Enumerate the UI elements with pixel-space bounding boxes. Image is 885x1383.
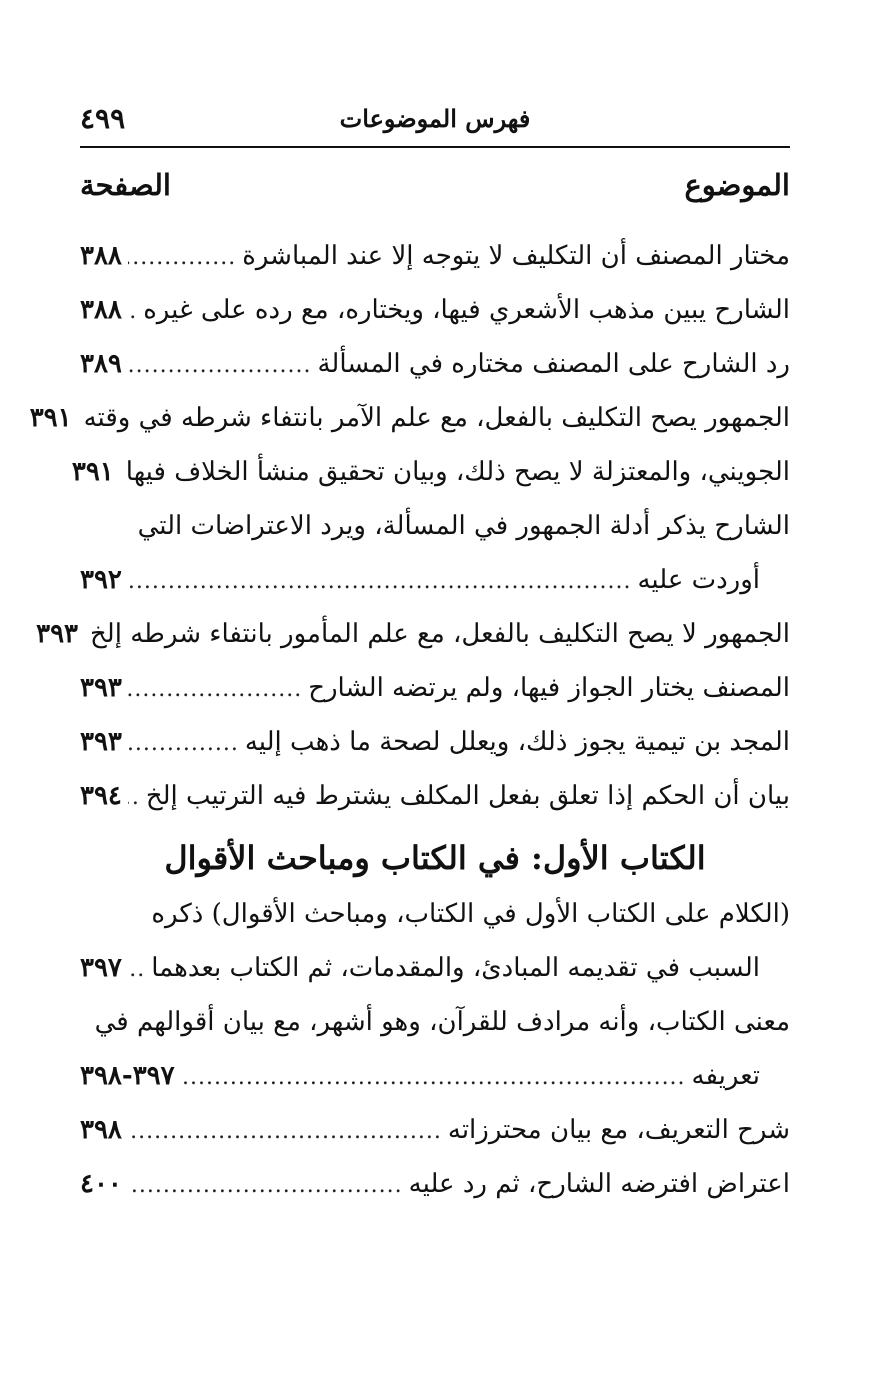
dot-leader xyxy=(128,1106,442,1158)
entry-text: شرح التعريف، مع بيان محترزاته xyxy=(447,1115,790,1145)
entry-text: الشارح يذكر أدلة الجمهور في المسألة، ويرد الاعتراضات التي xyxy=(137,511,790,541)
dot-leader xyxy=(128,1160,403,1212)
toc-entry xyxy=(80,1158,790,1210)
entry-text: الجمهور يصح التكليف بالفعل، مع علم الآمر بانتفاء شرطه في وقته xyxy=(83,403,790,433)
header-rule xyxy=(80,146,790,148)
entry-text: الشارح يبين مذهب الأشعري فيها، ويختاره، مع رده على غيره xyxy=(143,295,790,325)
entry-page: ٣٩٣ xyxy=(80,727,122,757)
toc-entry xyxy=(80,716,790,768)
dot-leader xyxy=(128,944,145,996)
dot-leader xyxy=(128,286,137,338)
entry-page: ٣٩٧-٣٩٨ xyxy=(80,1061,175,1091)
entry-text: معنى الكتاب، وأنه مرادف للقرآن، وهو أشهر، مع بيان أقوالهم في xyxy=(94,1007,790,1037)
toc-entry xyxy=(80,1104,790,1156)
entry-text: السبب في تقديمه المبادئ، والمقدمات، ثم الكتاب بعدهما xyxy=(151,953,760,983)
entry-text: رد الشارح على المصنف مختاره في المسألة xyxy=(317,349,790,379)
toc-entry xyxy=(80,662,790,714)
entry-text: مختار المصنف أن التكليف لا يتوجه إلا عند المباشرة xyxy=(242,241,790,271)
entry-page: ٣٩١ xyxy=(71,457,114,487)
toc-entry xyxy=(36,608,790,660)
entry-page: ٣٨٨ xyxy=(80,295,122,325)
dot-leader xyxy=(181,1052,686,1104)
dot-leader xyxy=(128,664,302,716)
entry-page: ٣٩٨ xyxy=(80,1115,122,1145)
toc-entry xyxy=(80,942,790,994)
entry-text: أوردت عليه xyxy=(637,565,760,595)
toc-entry xyxy=(71,446,790,498)
running-head xyxy=(80,102,790,142)
toc-entry xyxy=(80,888,790,940)
entry-text: المجد بن تيمية يجوز ذلك، ويعلل لصحة ما ذهب إليه xyxy=(244,727,790,757)
dot-leader xyxy=(128,556,632,608)
toc-entry xyxy=(80,500,790,552)
toc-entry xyxy=(80,284,790,336)
entry-text: بيان أن الحكم إذا تعلق بفعل المكلف يشترط فيه الترتيب إلخ xyxy=(145,781,790,811)
topic-column-header: الموضوع xyxy=(684,168,790,202)
page-column-header: الصفحة xyxy=(80,168,171,202)
section-heading: الكتاب الأول: في الكتاب ومباحث الأقوال xyxy=(164,839,706,877)
entry-page: ٣٩٧ xyxy=(80,953,122,983)
toc-entry xyxy=(80,996,790,1048)
running-title: فهرس الموضوعات xyxy=(339,104,531,133)
entry-text: الجمهور لا يصح التكليف بالفعل، مع علم المأمور بانتفاء شرطه إلخ xyxy=(90,619,790,649)
entry-page: ٣٩١ xyxy=(29,403,72,433)
toc-entry xyxy=(29,392,790,444)
entry-page: ٣٨٨ xyxy=(80,241,122,271)
column-headers xyxy=(80,168,790,212)
entry-page: ٣٩٣ xyxy=(36,619,79,649)
toc-entry xyxy=(80,554,790,606)
entry-text: اعتراض افترضه الشارح، ثم رد عليه xyxy=(408,1169,790,1199)
toc-entry xyxy=(80,1050,790,1102)
toc-entry xyxy=(80,770,790,822)
entry-text: تعريفه xyxy=(691,1061,760,1091)
entry-text: الجويني، والمعتزلة لا يصح ذلك، وبيان تحقيق منشأ الخلاف فيها xyxy=(125,457,790,487)
dot-leader xyxy=(128,232,236,284)
entry-page: ٣٨٩ xyxy=(80,349,122,379)
entry-page: ٣٩٢ xyxy=(80,565,122,595)
page-number: ٤٩٩ xyxy=(80,102,126,135)
entry-text: (الكلام على الكتاب الأول في الكتاب، ومباحث الأقوال) ذكره xyxy=(151,899,790,929)
entry-page: ٤٠٠ xyxy=(80,1169,122,1199)
entry-text: المصنف يختار الجواز فيها، ولم يرتضه الشارح xyxy=(308,673,790,703)
toc-entry xyxy=(80,338,790,390)
toc-entry xyxy=(80,230,790,282)
dot-leader xyxy=(128,718,239,770)
entry-page: ٣٩٣ xyxy=(80,673,122,703)
dot-leader xyxy=(128,340,312,392)
dot-leader xyxy=(128,772,140,824)
entry-page: ٣٩٤ xyxy=(80,781,122,811)
